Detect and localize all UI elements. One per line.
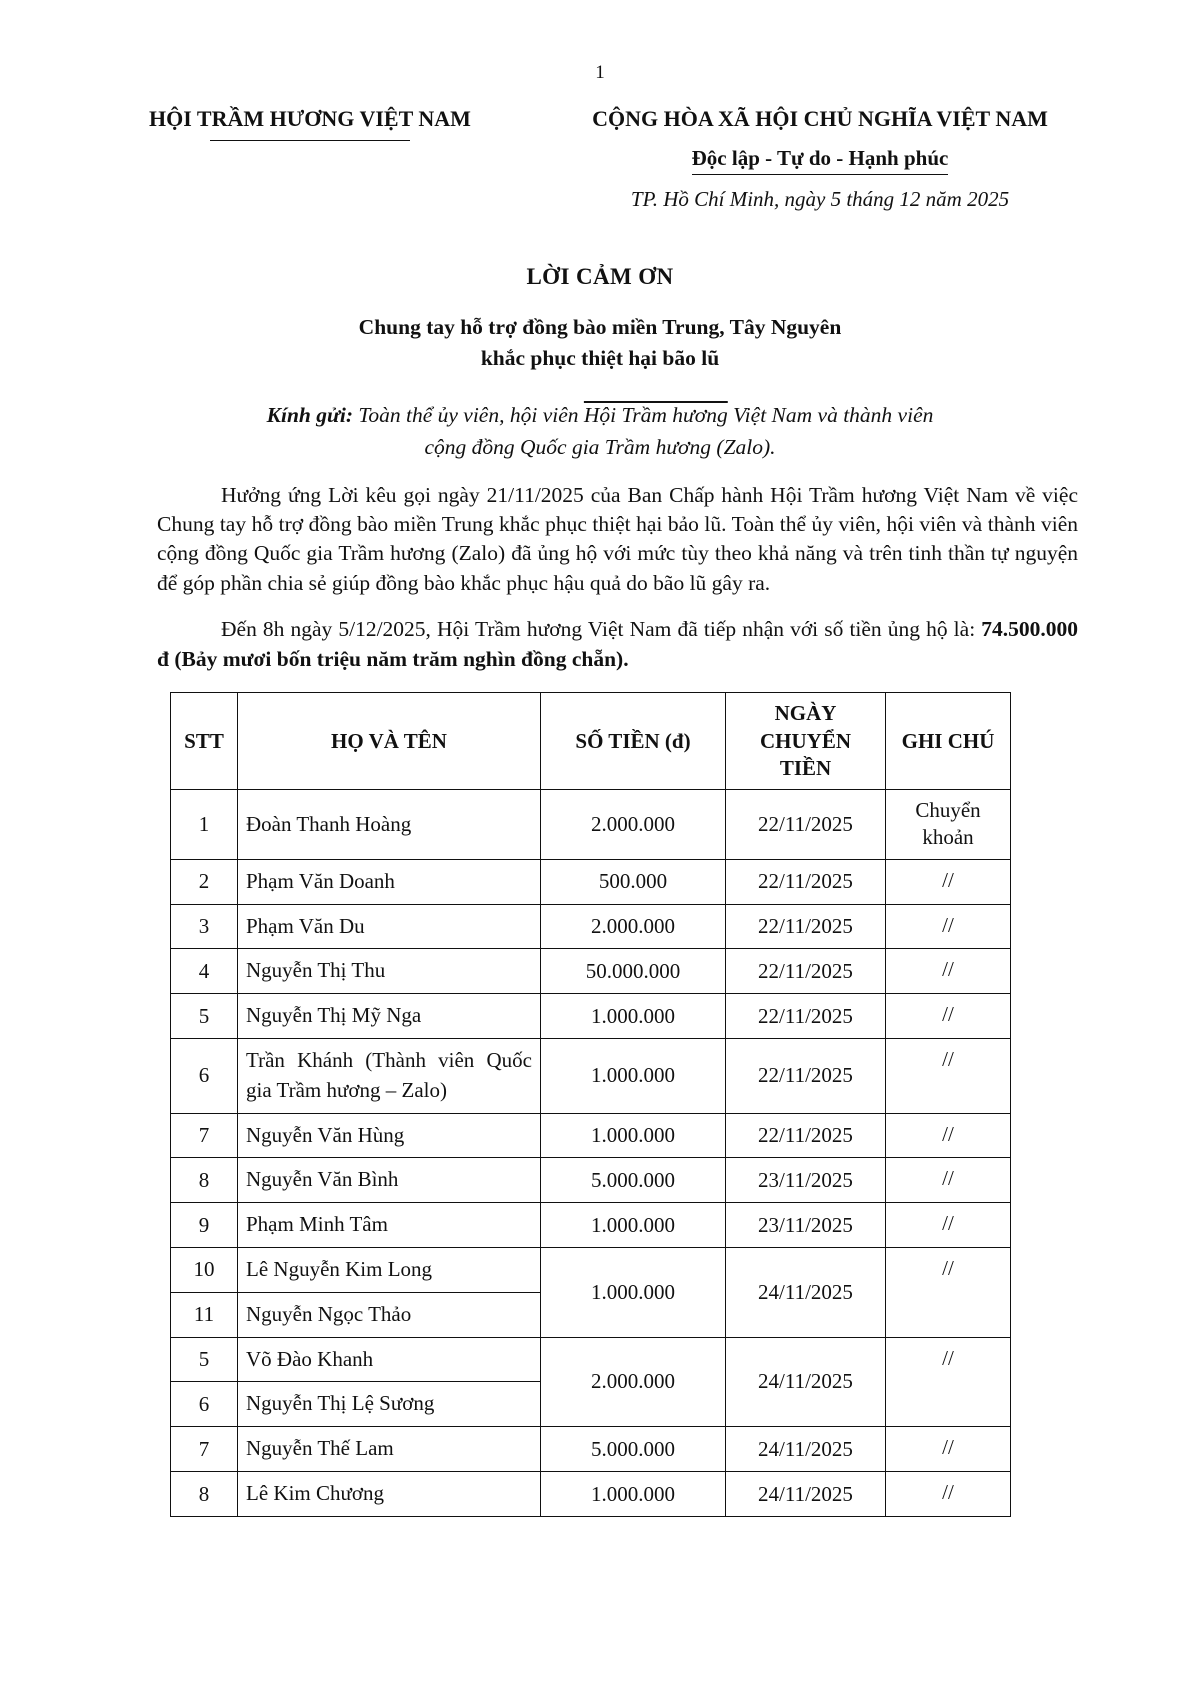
- paragraph-2-normal: Đến 8h ngày 5/12/2025, Hội Trầm hương Việt Nam đã tiếp nhận với số tiền ủng hộ là:: [221, 617, 982, 642]
- paragraph-2: [157, 615, 1078, 674]
- cell-name: Phạm Minh Tâm: [238, 1203, 541, 1248]
- cell-note-merged: //: [886, 1248, 1011, 1338]
- cell-amount-merged: 2.000.000: [541, 1337, 726, 1427]
- table-row: [171, 994, 1011, 1039]
- national-header-block: [580, 106, 1060, 212]
- table-row: [171, 1337, 1011, 1382]
- table-row: [171, 1472, 1011, 1517]
- donor-table: [170, 692, 1011, 1517]
- cell-note: //: [886, 1113, 1011, 1158]
- document-subtitle: [0, 312, 1200, 373]
- national-motto-line2: Độc lập - Tự do - Hạnh phúc: [692, 146, 949, 175]
- table-row: [171, 1248, 1011, 1293]
- cell-name: Nguyễn Văn Hùng: [238, 1113, 541, 1158]
- national-motto-line2-wrap: [580, 132, 1060, 175]
- table-row: [171, 904, 1011, 949]
- subtitle-line1: Chung tay hỗ trợ đồng bào miền Trung, Tây Nguyên: [358, 315, 842, 339]
- cell-stt: 8: [171, 1158, 238, 1203]
- cell-amount: 5.000.000: [541, 1158, 726, 1203]
- cell-note: //: [886, 1158, 1011, 1203]
- table-row: [171, 1113, 1011, 1158]
- cell-stt: 5: [171, 994, 238, 1039]
- salutation-text-after: Việt Nam và thành viên: [727, 403, 934, 428]
- cell-stt: 11: [171, 1292, 238, 1337]
- cell-date-merged: 24/11/2025: [726, 1337, 886, 1427]
- cell-amount: 2.000.000: [541, 790, 726, 860]
- paragraph-2-amount-bold: 74.500.000 đ (Bảy mươi bốn triệu năm trăm nghìn đồng chẵn).: [157, 617, 1078, 671]
- cell-date: 23/11/2025: [726, 1203, 886, 1248]
- cell-amount: 1.000.000: [541, 1113, 726, 1158]
- cell-note: //: [886, 904, 1011, 949]
- table-row: [171, 1427, 1011, 1472]
- cell-date: 22/11/2025: [726, 994, 886, 1039]
- body-text: [157, 481, 1078, 675]
- cell-name: Lê Nguyễn Kim Long: [238, 1248, 541, 1293]
- cell-stt: 9: [171, 1203, 238, 1248]
- org-underline-rule: [210, 140, 410, 141]
- table-header-row: [171, 693, 1011, 790]
- table-row: [171, 859, 1011, 904]
- subtitle-line2: khắc phục thiệt hại bão lũ: [480, 345, 720, 370]
- cell-name: Nguyễn Thế Lam: [238, 1427, 541, 1472]
- cell-date: 22/11/2025: [726, 1113, 886, 1158]
- salutation-line2: cộng đồng Quốc gia Trầm hương (Zalo).: [424, 435, 776, 460]
- national-motto-line1: CỘNG HÒA XÃ HỘI CHỦ NGHĨA VIỆT NAM: [592, 106, 1048, 131]
- cell-name: Nguyễn Thị Thu: [238, 949, 541, 994]
- cell-name: Trần Khánh (Thành viên Quốc gia Trầm hương – Zalo): [238, 1038, 541, 1113]
- cell-name: Nguyễn Ngọc Thảo: [238, 1292, 541, 1337]
- cell-amount: 2.000.000: [541, 904, 726, 949]
- cell-note-merged: //: [886, 1337, 1011, 1427]
- cell-date: 22/11/2025: [726, 859, 886, 904]
- cell-note: //: [886, 1203, 1011, 1248]
- cell-amount: 50.000.000: [541, 949, 726, 994]
- cell-stt: 3: [171, 904, 238, 949]
- cell-note: Chuyển khoản: [886, 790, 1011, 860]
- col-header-amount: SỐ TIỀN (đ): [541, 693, 726, 790]
- cell-note: //: [886, 1472, 1011, 1517]
- cell-stt: 7: [171, 1113, 238, 1158]
- org-name: HỘI TRẦM HƯƠNG VIỆT NAM: [149, 106, 471, 131]
- cell-name: Nguyễn Thị Mỹ Nga: [238, 994, 541, 1039]
- cell-stt: 6: [171, 1038, 238, 1113]
- cell-date: 22/11/2025: [726, 904, 886, 949]
- cell-date: 22/11/2025: [726, 790, 886, 860]
- cell-amount: 1.000.000: [541, 1203, 726, 1248]
- cell-stt: 4: [171, 949, 238, 994]
- cell-stt: 8: [171, 1472, 238, 1517]
- letterhead: [140, 106, 1060, 212]
- cell-amount: 1.000.000: [541, 1472, 726, 1517]
- cell-amount: 500.000: [541, 859, 726, 904]
- cell-amount-merged: 1.000.000: [541, 1248, 726, 1338]
- cell-stt: 7: [171, 1427, 238, 1472]
- paragraph-1: Hưởng ứng Lời kêu gọi ngày 21/11/2025 của Ban Chấp hành Hội Trầm hương Việt Nam về việc Chung tay hỗ trợ đồng bào miền Trung khắc phục thiệt hại bảo lũ. Toàn thể ủy viên, hội viên và thành viên cộng đồng Quốc gia Trầm hương (Zalo) đã ủng hộ với mức tùy theo khả năng và trên tinh thần tự nguyện để góp phần chia sẻ giúp đồng bào khắc phục hậu quả do bão lũ gây ra.: [157, 482, 1078, 595]
- org-block: [140, 106, 480, 212]
- cell-amount: 5.000.000: [541, 1427, 726, 1472]
- cell-amount: 1.000.000: [541, 994, 726, 1039]
- cell-stt: 2: [171, 859, 238, 904]
- col-header-note: GHI CHÚ: [886, 693, 1011, 790]
- cell-stt: 5: [171, 1337, 238, 1382]
- cell-note: //: [886, 1427, 1011, 1472]
- table-row: [171, 1038, 1011, 1113]
- cell-name: Võ Đào Khanh: [238, 1337, 541, 1382]
- salutation-label: Kính gửi:: [266, 403, 353, 428]
- table-row: [171, 790, 1011, 860]
- cell-stt: 1: [171, 790, 238, 860]
- cell-stt: 6: [171, 1382, 238, 1427]
- cell-amount: 1.000.000: [541, 1038, 726, 1113]
- cell-name: Phạm Văn Du: [238, 904, 541, 949]
- document-title: LỜI CẢM ƠN: [526, 264, 674, 289]
- salutation: [0, 399, 1200, 464]
- cell-name: Lê Kim Chương: [238, 1472, 541, 1517]
- cell-name: Nguyễn Văn Bình: [238, 1158, 541, 1203]
- cell-note: //: [886, 994, 1011, 1039]
- cell-date: 24/11/2025: [726, 1427, 886, 1472]
- salutation-line1: [0, 399, 1200, 431]
- table-row: [171, 949, 1011, 994]
- cell-date: 24/11/2025: [726, 1472, 886, 1517]
- salutation-text-overlined: Hội Trầm hương: [583, 403, 728, 428]
- table-row: [171, 1203, 1011, 1248]
- table-row: [171, 1158, 1011, 1203]
- salutation-text-before: Toàn thể ủy viên, hội viên: [353, 403, 584, 428]
- page-number: 1: [595, 62, 605, 83]
- cell-name: Đoàn Thanh Hoàng: [238, 790, 541, 860]
- cell-stt: 10: [171, 1248, 238, 1293]
- col-header-name: HỌ VÀ TÊN: [238, 693, 541, 790]
- col-header-date: NGÀY CHUYỂN TIỀN: [726, 693, 886, 790]
- cell-name: Nguyễn Thị Lệ Sương: [238, 1382, 541, 1427]
- cell-note: //: [886, 859, 1011, 904]
- col-header-stt: STT: [171, 693, 238, 790]
- cell-note: //: [886, 949, 1011, 994]
- cell-date-merged: 24/11/2025: [726, 1248, 886, 1338]
- cell-date: 23/11/2025: [726, 1158, 886, 1203]
- cell-note: //: [886, 1038, 1011, 1113]
- place-and-date: TP. Hồ Chí Minh, ngày 5 tháng 12 năm 2025: [630, 187, 1010, 211]
- cell-date: 22/11/2025: [726, 1038, 886, 1113]
- cell-name: Phạm Văn Doanh: [238, 859, 541, 904]
- cell-date: 22/11/2025: [726, 949, 886, 994]
